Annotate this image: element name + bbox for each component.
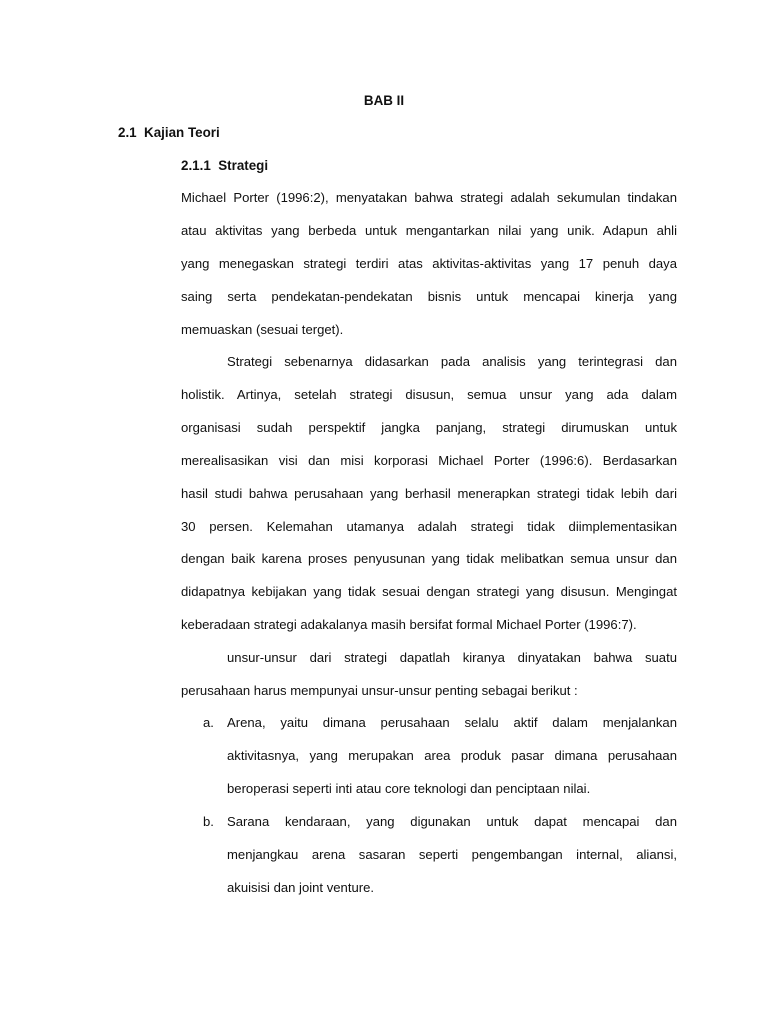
paragraph-1-line-4: saing serta pendekatan-pendekatan bisnis untuk mencapai kinerja yang: [181, 289, 677, 304]
chapter-title: BAB II: [363, 93, 405, 108]
list-item-a-line-3: beroperasi seperti inti atau core teknologi dan penciptaan nilai.: [227, 781, 591, 796]
paragraph-2-line-2: holistik. Artinya, setelah strategi disusun, semua unsur yang ada dalam: [181, 387, 677, 402]
list-item-b-marker: b.: [203, 814, 214, 829]
paragraph-2-line-6: 30 persen. Kelemahan utamanya adalah strategi tidak diimplementasikan: [181, 519, 677, 534]
paragraph-1-line-3: yang menegaskan strategi terdiri atas aktivitas-aktivitas yang 17 penuh daya: [181, 256, 677, 271]
list-item-a-line-2: aktivitasnya, yang merupakan area produk pasar dimana perusahaan: [227, 748, 677, 763]
subsection-heading: 2.1.1 Strategi: [181, 158, 269, 173]
paragraph-2-line-9: keberadaan strategi adakalanya masih bersifat formal Michael Porter (1996:7).: [181, 617, 637, 632]
paragraph-2-line-1: Strategi sebenarnya didasarkan pada analisis yang terintegrasi dan: [227, 354, 677, 369]
list-item-a-marker: a.: [203, 715, 214, 730]
paragraph-2-line-8: didapatnya kebijakan yang tidak sesuai dengan strategi yang disusun. Mengingat: [181, 584, 677, 599]
paragraph-1-line-5: memuaskan (sesuai terget).: [181, 322, 344, 337]
list-item-b-line-2: menjangkau arena sasaran seperti pengembangan internal, aliansi,: [227, 847, 677, 862]
list-item-b-line-1: Sarana kendaraan, yang digunakan untuk dapat mencapai dan: [227, 814, 677, 829]
list-item-b-line-3: akuisisi dan joint venture.: [227, 880, 375, 895]
paragraph-1-line-1: Michael Porter (1996:2), menyatakan bahwa strategi adalah sekumulan tindakan: [181, 190, 677, 205]
paragraph-2-line-5: hasil studi bahwa perusahaan yang berhasil menerapkan strategi tidak lebih dari: [181, 486, 677, 501]
paragraph-1-line-2: atau aktivitas yang berbeda untuk mengantarkan nilai yang unik. Adapun ahli: [181, 223, 677, 238]
section-heading: 2.1 Kajian Teori: [118, 125, 220, 140]
paragraph-2-line-3: organisasi sudah perspektif jangka panjang, strategi dirumuskan untuk: [181, 420, 677, 435]
list-item-a-line-1: Arena, yaitu dimana perusahaan selalu aktif dalam menjalankan: [227, 715, 677, 730]
paragraph-2-line-4: merealisasikan visi dan misi korporasi Michael Porter (1996:6). Berdasarkan: [181, 453, 677, 468]
paragraph-3-line-1: unsur-unsur dari strategi dapatlah kiranya dinyatakan bahwa suatu: [227, 650, 677, 665]
paragraph-2-line-7: dengan baik karena proses penyusunan yang tidak melibatkan semua unsur dan: [181, 551, 677, 566]
paragraph-3-line-2: perusahaan harus mempunyai unsur-unsur penting sebagai berikut :: [181, 683, 578, 698]
